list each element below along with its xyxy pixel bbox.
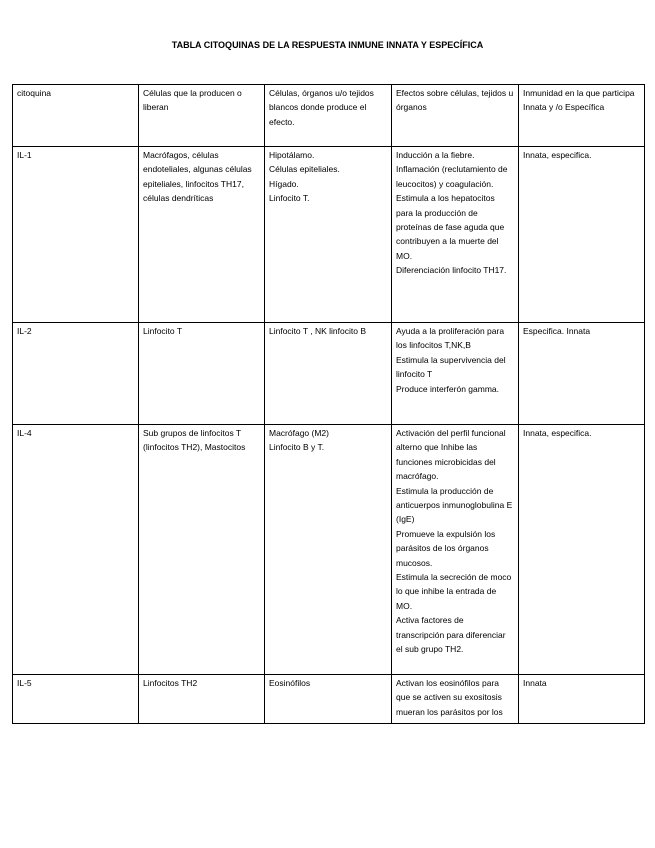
cell-cytokine: IL-1 (13, 147, 139, 323)
cell-target-cells: Macrófago (M2) Linfocito B y T. (265, 425, 392, 675)
cell-producing-cells: Macrófagos, células endoteliales, algunas células epiteliales, linfocitos TH17, células dendríticas (139, 147, 265, 323)
table-row (13, 323, 645, 425)
cell-producing-cells: Linfocito T (139, 323, 265, 425)
cell-producing-cells: Sub grupos de linfocitos T (linfocitos TH2), Mastocitos (139, 425, 265, 675)
cell-target-cells: Eosinófilos (265, 675, 392, 724)
cell-immunity-type: Innata, especifica. (519, 425, 645, 675)
cell-immunity-type: Especifica. Innata (519, 323, 645, 425)
cell-cytokine: IL-5 (13, 675, 139, 724)
cell-target-cells: Linfocito T , NK linfocito B (265, 323, 392, 425)
cell-immunity-type: Innata, especifica. (519, 147, 645, 323)
table-row (13, 675, 645, 724)
cell-effects: Inducción a la fiebre. Inflamación (reclutamiento de leucocitos) y coagulación. Estimula a los hepatocitos para la producción de proteínas de fase aguda que contribuyen a la muerte del MO. Diferenciación linfocito TH17. (392, 147, 519, 323)
cell-effects: Activan los eosinófilos para que se activen su exositosis mueran los parásitos por los (392, 675, 519, 724)
cytokine-table (12, 84, 645, 724)
header-effects: Efectos sobre células, tejidos u órganos (392, 85, 519, 147)
cell-effects: Activación del perfil funcional alterno que Inhibe las funciones microbicidas del macrófago. Estimula la producción de anticuerpos inmunoglobulina E (IgE) Promueve la expulsión los parásitos de los órganos mucosos. Estimula la secreción de moco lo que inhibe la entrada de MO. Activa factores de transcripción para diferenciar el sub grupo TH2. (392, 425, 519, 675)
header-producing-cells: Células que la producen o liberan (139, 85, 265, 147)
table-row (13, 147, 645, 323)
header-citoquina: citoquina (13, 85, 139, 147)
header-immunity-type: Inmunidad en la que participa Innata y /o Específica (519, 85, 645, 147)
cell-cytokine: IL-4 (13, 425, 139, 675)
cell-immunity-type: Innata (519, 675, 645, 724)
header-target-cells: Células, órganos u/o tejidos blancos donde produce el efecto. (265, 85, 392, 147)
table-header-row (13, 85, 645, 147)
cell-target-cells: Hipotálamo. Células epiteliales. Hígado. Linfocito T. (265, 147, 392, 323)
cell-producing-cells: Linfocitos TH2 (139, 675, 265, 724)
table-row (13, 425, 645, 675)
page-title: TABLA CITOQUINAS DE LA RESPUESTA INMUNE INNATA Y ESPECÍFICA (171, 40, 484, 50)
cell-effects: Ayuda a la proliferación para los linfocitos T,NK,B Estimula la supervivencia del linfocito T Produce interferón gamma. (392, 323, 519, 425)
cell-cytokine: IL-2 (13, 323, 139, 425)
